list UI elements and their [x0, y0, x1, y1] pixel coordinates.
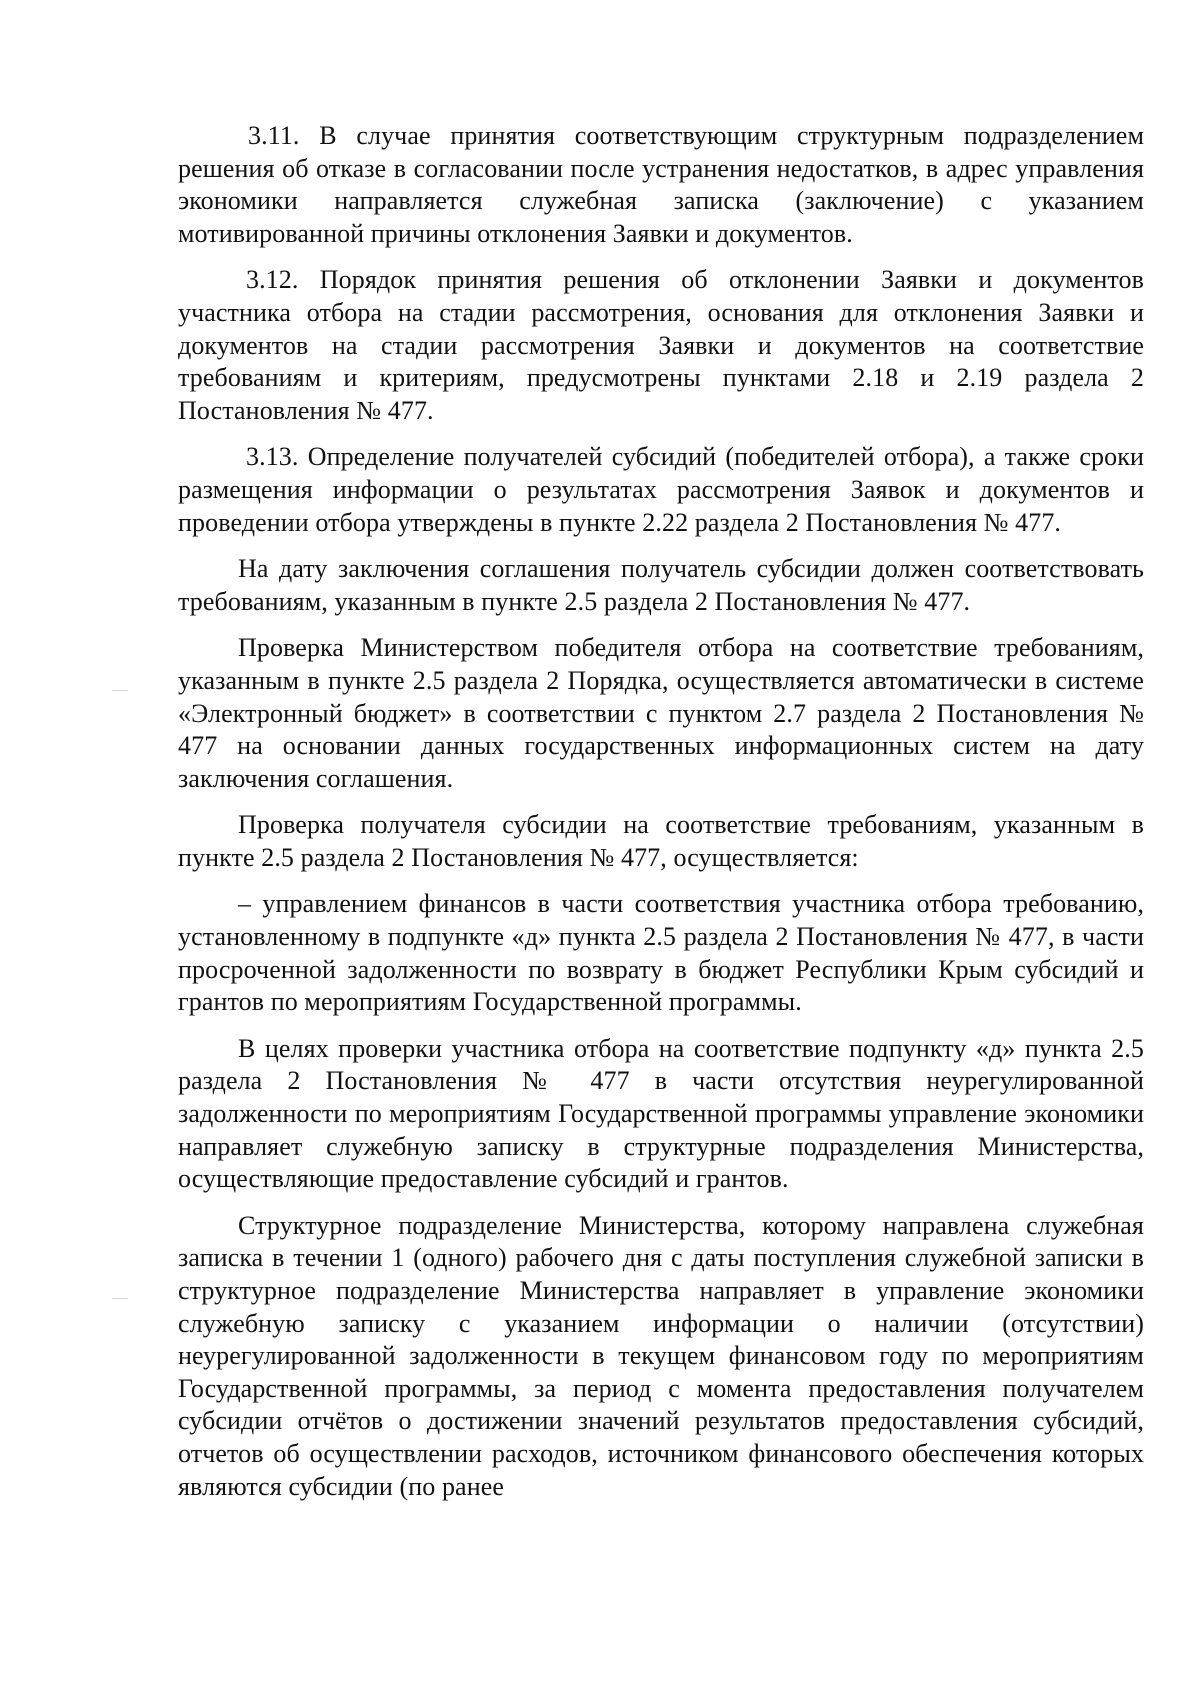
- paragraph-agreement-date: На дату заключения соглашения получатель субсидии должен соответствовать требованиям, указанным в пункте 2.5 раздела 2 Постановления № 477.: [178, 554, 1144, 616]
- paragraph-structural-unit: Структурное подразделение Министерства, которому направлена служебная записка в течении 1 (одного) рабочего дня с даты поступления служебной записки в структурное подразделение Министерства направляет в управление экономики служебную записку с указанием информации о наличии (отсутствии) неурегулированной задолженности в текущем финансовом году по мероприятиям Государственной программы, за период с момента предоставления получателем субсидии отчётов о достижении значений результатов предоставления субсидий, отчетов об осуществлении расходов, источником финансового обеспечения которых являются субсидии (по ранее: [178, 1210, 1144, 1501]
- paragraph-finance-department: – управлением финансов в части соответствия участника отбора требованию, установленному в подпункте «д» пункта 2.5 раздела 2 Постановления № 477, в части просроченной задолженности по возврату в бюджет Республики Крым субсидий и грантов по мероприятиям Государственной программы.: [178, 889, 1144, 1017]
- paragraph-ministry-check: Проверка Министерством победителя отбора на соответствие требованиям, указанным в пункте 2.5 раздела 2 Порядка, осуществляется автоматически в системе «Электронный бюджет» в соответствии с пунктом 2.7 раздела 2 Постановления № 477 на основании данных государственных информационных систем на дату заключения соглашения.: [178, 633, 1144, 793]
- paragraph-3-13: 3.13. Определение получателей субсидий (победителей отбора), а также сроки размещения информации о результатах рассмотрения Заявок и документов и проведении отбора утверждены в пункте 2.22 раздела 2 Постановления № 477.: [178, 442, 1144, 537]
- scan-margin-mark: [112, 1298, 128, 1299]
- paragraph-3-12: 3.12. Порядок принятия решения об отклонении Заявки и документов участника отбора на стадии рассмотрения, основания для отклонения Заявки и документов на стадии рассмотрения Заявки и документов на соответствие требованиям и критериям, предусмотрены пунктами 2.18 и 2.19 раздела 2 Постановления № 477.: [178, 265, 1144, 425]
- paragraph-recipient-check: Проверка получателя субсидии на соответствие требованиям, указанным в пункте 2.5 раздела 2 Постановления № 477, осуществляется:: [178, 810, 1144, 872]
- document-body: [178, 120, 1144, 1503]
- paragraph-3-11: 3.11. В случае принятия соответствующим структурным подразделением решения об отказе в согласовании после устранения недостатков, в адрес управления экономики направляется служебная записка (заключение) с указанием мотивированной причины отклонения Заявки и документов.: [178, 121, 1144, 248]
- paragraph-debt-verification: В целях проверки участника отбора на соответствие подпункту «д» пункта 2.5 раздела 2 Постановления № 477 в части отсутствия неурегулированной задолженности по мероприятиям Государственной программы управление экономики направляет служебную записку в структурные подразделения Министерства, осуществляющие предоставление субсидий и грантов.: [178, 1033, 1144, 1194]
- scan-margin-mark: [112, 690, 128, 691]
